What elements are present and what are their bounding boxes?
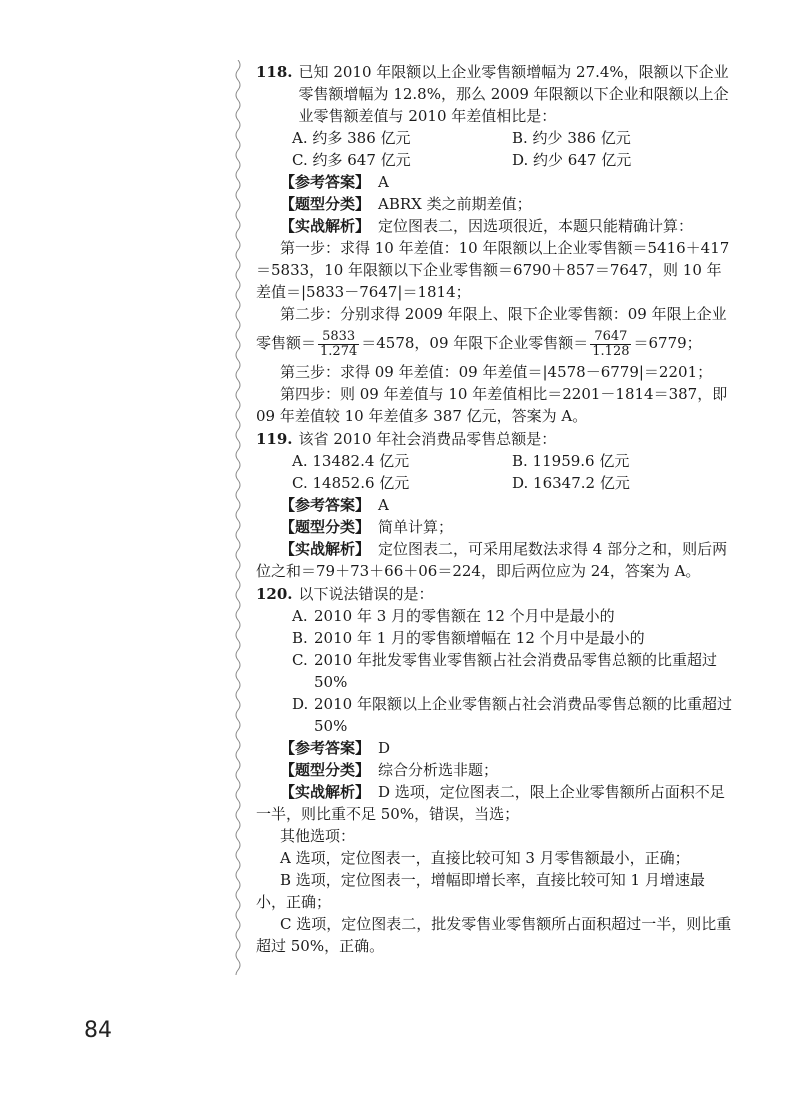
options (256, 127, 732, 171)
question-text: 该省 2010 年社会消费品零售总额是： (298, 430, 557, 448)
option-d: D. 16347.2 亿元 (512, 474, 630, 492)
option-a (292, 605, 732, 627)
option-label: B. (292, 629, 308, 647)
option-label: A. (292, 607, 308, 625)
option-label: D. (292, 695, 309, 713)
type-tag: 【题型分类】 (280, 195, 371, 213)
step-2-line-2 (256, 325, 732, 361)
step-2-text-c: ＝6779； (633, 334, 702, 352)
type-tag: 【题型分类】 (280, 761, 371, 779)
other-option-b: B 选项，定位图表一，增幅即增长率，直接比较可知 1 月增速最小，正确； (256, 871, 705, 911)
analysis-text: 定位图表二，因选项很近，本题只能精确计算： (378, 217, 694, 235)
analysis-tag: 【实战解析】 (280, 540, 371, 558)
page-content (256, 61, 732, 958)
option-a: A. 约多 386 亿元 (292, 129, 411, 147)
answer-value: D (378, 739, 391, 757)
margin-wavy-line (233, 60, 243, 975)
option-a: A. 13482.4 亿元 (292, 452, 410, 470)
option-text: 2010 年批发零售业零售额占社会消费品零售总额的比重超过 50% (314, 651, 717, 691)
option-label: C. (292, 651, 308, 669)
analysis-tag: 【实战解析】 (280, 783, 371, 801)
option-b (292, 627, 732, 649)
answer-tag: 【参考答案】 (280, 739, 371, 757)
page-number: 84 (84, 1018, 112, 1043)
fraction-1 (318, 330, 359, 359)
option-text: 2010 年限额以上企业零售额占社会消费品零售总额的比重超过 50% (314, 695, 732, 735)
question-number: 120. (256, 585, 293, 603)
fraction-1-numerator: 5833 (318, 330, 359, 345)
option-d: D. 约少 647 亿元 (512, 151, 632, 169)
question-number: 118. (256, 63, 293, 81)
other-options-label: 其他选项： (280, 827, 356, 845)
type-tag: 【题型分类】 (280, 518, 371, 536)
option-b: B. 约少 386 亿元 (512, 129, 631, 147)
step-2-line-1: 第二步：分别求得 2009 年限上、限下企业零售额：09 年限上企业 (280, 305, 727, 323)
fraction-1-denominator: 1.274 (320, 343, 358, 359)
question-text: 已知 2010 年限额以上企业零售额增幅为 27.4%，限额以下企业零售额增幅为 12.8%，那么 2009 年限额以下企业和限额以上企业零售额差值与 2010 年差值相比是： (298, 63, 729, 125)
question-120 (256, 583, 732, 957)
step-2-text-b: ＝4578，09 年限下企业零售额＝ (361, 334, 589, 352)
analysis-text: D 选项，定位图表二，限上企业零售额所占面积不足一半，则比重不足 50%，错误，当选； (256, 783, 725, 823)
answer-value: A (378, 173, 389, 191)
step-4: 第四步：则 09 年差值与 10 年差值相比＝2201－1814＝387，即 09 年差值较 10 年差值多 387 亿元，答案为 A。 (256, 385, 728, 425)
options (256, 605, 732, 737)
options (256, 450, 732, 494)
option-c (292, 649, 732, 693)
option-c: C. 14852.6 亿元 (292, 474, 410, 492)
question-text: 以下说法错误的是： (298, 585, 434, 603)
answer-value: A (378, 496, 389, 514)
fraction-2-denominator: 1.128 (592, 343, 630, 359)
option-b: B. 11959.6 亿元 (512, 452, 630, 470)
type-value: ABRX 类之前期差值； (378, 195, 532, 213)
analysis-tag: 【实战解析】 (280, 217, 371, 235)
step-3: 第三步：求得 09 年差值：09 年差值＝|4578－6779|＝2201； (280, 363, 713, 381)
question-number: 119. (256, 430, 293, 448)
question-119 (256, 428, 732, 582)
option-text: 2010 年 3 月的零售额在 12 个月中是最小的 (314, 607, 615, 625)
analysis-text: 定位图表二，可采用尾数法求得 4 部分之和，则后两位之和＝79＋73＋66＋06＝224，即后两位应为 24，答案为 A。 (256, 540, 728, 580)
answer-tag: 【参考答案】 (280, 173, 371, 191)
option-d (292, 693, 732, 737)
option-c: C. 约多 647 亿元 (292, 151, 411, 169)
step-1: 第一步：求得 10 年差值：10 年限额以上企业零售额＝5416＋417＝5833，10 年限额以下企业零售额＝6790＋857＝7647，则 10 年差值＝|5833－7647|＝1814； (256, 239, 730, 301)
fraction-2 (590, 330, 631, 359)
analysis-paragraph (256, 538, 732, 582)
question-118 (256, 61, 732, 427)
type-value: 简单计算； (378, 518, 454, 536)
step-2-text-a: 零售额＝ (256, 334, 317, 352)
other-option-c: C 选项，定位图表二，批发零售业零售额所占面积超过一半，则比重超过 50%，正确。 (256, 915, 732, 955)
other-option-a: A 选项，定位图表一，直接比较可知 3 月零售额最小，正确； (280, 849, 690, 867)
analysis-paragraph (256, 781, 732, 825)
answer-tag: 【参考答案】 (280, 496, 371, 514)
type-value: 综合分析选非题； (378, 761, 499, 779)
fraction-2-numerator: 7647 (590, 330, 631, 345)
option-text: 2010 年 1 月的零售额增幅在 12 个月中是最小的 (314, 629, 645, 647)
